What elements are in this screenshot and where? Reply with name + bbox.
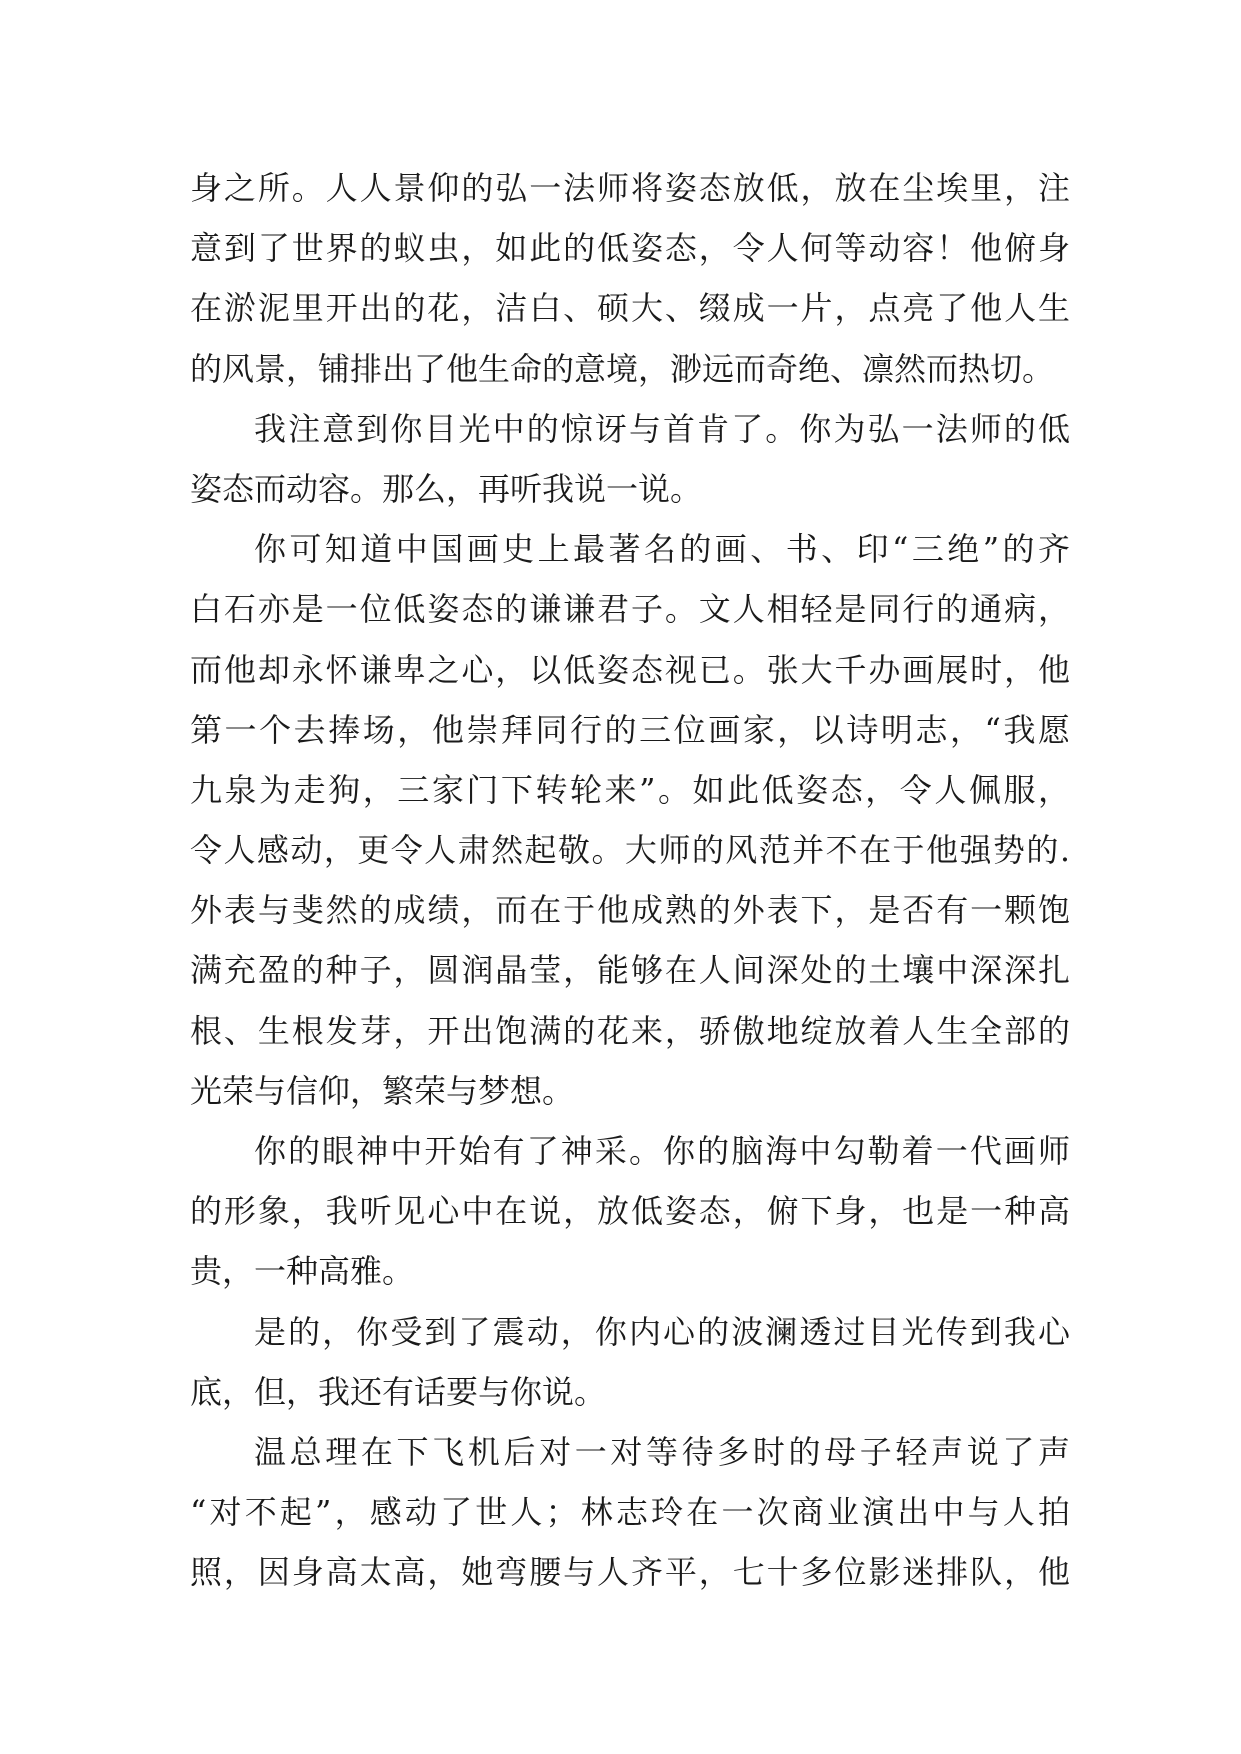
text-line: 外表与斐然的成绩，而在于他成熟的外表下，是否有一颗饱 (190, 891, 1070, 930)
text-line: 在淤泥里开出的花，洁白、硕大、缀成一片，点亮了他人生 (190, 289, 1070, 328)
text-line: 是的，你受到了震动，你内心的波澜透过目光传到我心 (254, 1312, 1070, 1351)
text-line: 照，因身高太高，她弯腰与人齐平，七十多位影迷排队，他 (190, 1553, 1070, 1592)
text-line: 你可知道中国画史上最著名的画、书、印“三绝”的齐 (254, 530, 1070, 569)
text-line: 第一个去捧场，他崇拜同行的三位画家，以诗明志，“我愿 (190, 710, 1070, 749)
text-line: “对不起”，感动了世人；林志玲在一次商业演出中与人拍 (190, 1493, 1070, 1532)
text-line: 你的眼神中开始有了神采。你的脑海中勾勒着一代画师 (254, 1132, 1070, 1170)
text-line: 的风景，铺排出了他生命的意境，渺远而奇绝、凛然而热切。 (190, 349, 1055, 388)
text-line: 白石亦是一位低姿态的谦谦君子。文人相轻是同行的通病， (190, 590, 1070, 629)
text-line: 我注意到你目光中的惊讶与首肯了。你为弘一法师的低 (254, 409, 1070, 448)
text-line: 贵，一种高雅。 (190, 1252, 415, 1291)
text-line: 意到了世界的蚁虫，如此的低姿态，令人何等动容！他俯身 (190, 229, 1070, 268)
text-line: 身之所。人人景仰的弘一法师将姿态放低，放在尘埃里，注 (190, 169, 1070, 207)
text-line: 满充盈的种子，圆润晶莹，能够在人间深处的土壤中深深扎 (190, 951, 1070, 990)
text-line: 光荣与信仰，繁荣与梦想。 (190, 1071, 575, 1110)
body-text (190, 158, 1070, 1603)
text-line: 底，但，我还有话要与你说。 (190, 1372, 607, 1411)
text-line: 温总理在下飞机后对一对等待多时的母子轻声说了声 (254, 1432, 1070, 1471)
text-line: 的形象，我听见心中在说，放低姿态，俯下身，也是一种高 (190, 1192, 1070, 1231)
text-line: 而他却永怀谦卑之心，以低姿态视已。张大千办画展时，他 (190, 650, 1070, 689)
text-line: 根、生根发芽，开出饱满的花来，骄傲地绽放着人生全部的 (190, 1011, 1070, 1050)
text-line: 令人感动，更令人肃然起敬。大师的风范并不在于他强势的. (190, 831, 1070, 870)
text-line: 姿态而动容。那么，再听我说一说。 (190, 469, 703, 508)
text-line: 九泉为走狗，三家门下转轮来”。如此低姿态，令人佩服， (190, 770, 1070, 809)
